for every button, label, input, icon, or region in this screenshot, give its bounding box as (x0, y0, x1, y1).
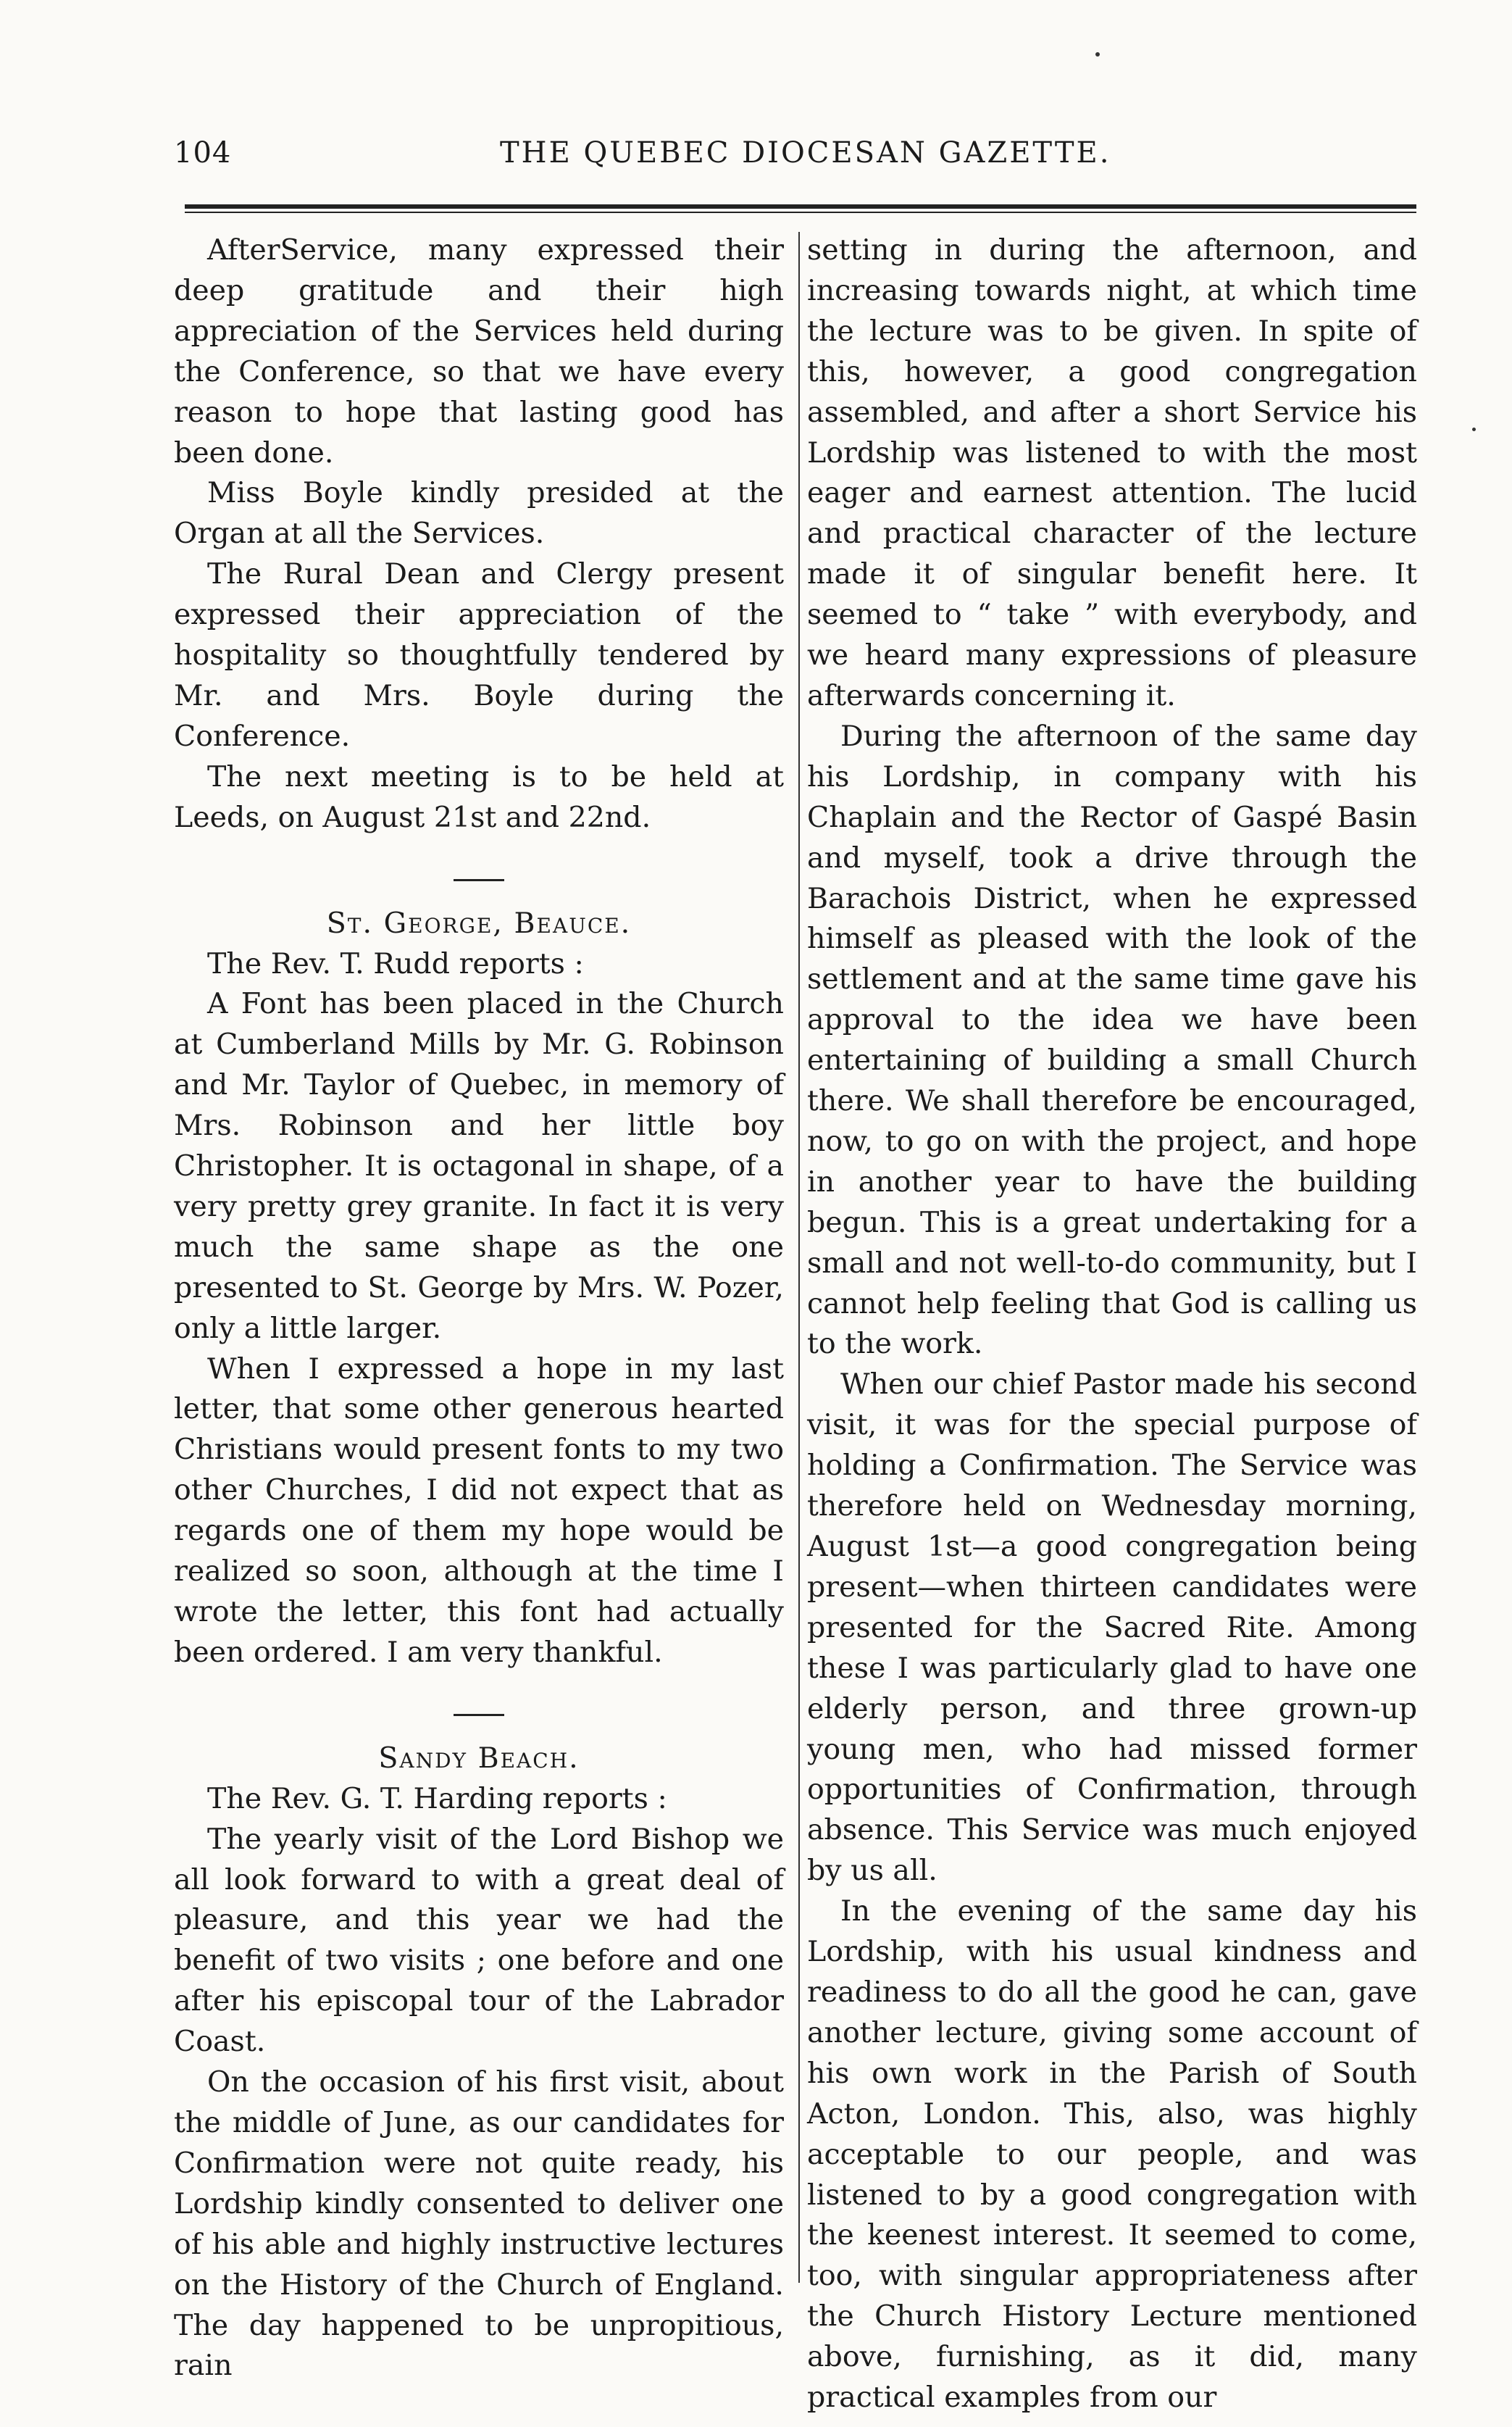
scan-speck (1095, 52, 1100, 57)
paragraph: The Rural Dean and Clergy present expressed their appreciation of the hospitality so thoughtfully tendered by Mr. and Mrs. Boyle during the Conference. (174, 557, 784, 753)
header-rule-thin (185, 212, 1416, 213)
section-separator (174, 1673, 784, 1739)
paragraph: In the evening of the same day his Lordship, with his usual kindness and readiness to do all the good he can, gave another lecture, giving some account of his own work in the Parish of South Acton, London. This, also, was highly acceptable to our people, and was listened to by a good congregation with the keenest interest. It seemed to come, too, with singular appropriateness after the Church History Lecture mentioned above, furnishing, as it did, many practical examples from our (807, 1894, 1417, 2415)
paragraph: The yearly visit of the Lord Bishop we all look forward to with a great deal of pleasure, and this year we had the benefit of two visits ; one before and one after his episcopal tour of the Labrador Coast. (174, 1822, 784, 2059)
section-heading-st-george-beauce: St. George, Beauce. (326, 906, 632, 940)
report-line: The Rev. T. Rudd reports : (207, 946, 584, 981)
paragraph: AfterService, many expressed their deep gratitude and their high appreciation of the Services held during the Conference, so that we have every reason to hope that lasting good has been done. (174, 233, 784, 470)
left-column (174, 230, 784, 2386)
paragraph: A Font has been placed in the Church at Cumberland Mills by Mr. G. Robinson and Mr. Taylor of Quebec, in memory of Mrs. Robinson and her little boy Christopher. It is octagonal in shape, of a very pretty grey granite. In fact it is very much the same shape as the one presented to St. George by Mrs. W. Pozer, only a little larger. (174, 987, 784, 1345)
page-header (174, 136, 1420, 187)
paragraph: Miss Boyle kindly presided at the Organ at all the Services. (174, 476, 784, 551)
page-number: 104 (174, 136, 232, 170)
paragraph: When our chief Pastor made his second visit, it was for the special purpose of holding a Confirmation. The Service was therefore held on Wednesday morning, August 1st—a good congregation being present—when thirteen candidates were presented for the Sacred Rite. Among these I was particularly glad to have one elderly person, and three grown-up young men, who had missed former opportunities of Confirmation, through absence. This Service was much enjoyed by us all. (807, 1367, 1417, 1888)
header-rule-thick (185, 204, 1416, 209)
right-column (807, 230, 1417, 2418)
scan-speck (1472, 428, 1476, 431)
report-line: The Rev. G. T. Harding reports : (207, 1781, 667, 1815)
paragraph: The next meeting is to be held at Leeds, on August 21st and 22nd. (174, 759, 784, 834)
section-separator (174, 838, 784, 904)
column-divider (798, 232, 800, 2283)
paragraph: During the afternoon of the same day his Lordship, in company with his Chaplain and the Rector of Gaspé Basin and myself, took a drive through the Barachois District, when he expressed himself as pleased with the look of the settlement and at the same time gave his approval to the idea we have been entertaining of building a small Church there. We shall therefore be encouraged, now, to go on with the project, and hope in another year to have the building begun. This is a great undertaking for a small and not well-to-do community, but I cannot help feeling that God is calling us to the work. (807, 719, 1417, 1361)
paragraph: When I expressed a hope in my last letter, that some other generous hearted Christians would present fonts to my two other Churches, I did not expect that as regards one of them my hope would be realized so soon, although at the time I wrote the letter, this font had actually been ordered. I am very thankful. (174, 1352, 784, 1669)
paragraph: On the occasion of his first visit, about the middle of June, as our candidates for Confirmation were not quite ready, his Lordship kindly consented to deliver one of his able and highly instructive lectures on the History of the Church of England. The day happened to be unpropitious, rain (174, 2065, 784, 2383)
paragraph: setting in during the afternoon, and increasing towards night, at which time the lecture was to be given. In spite of this, however, a good congregation assembled, and after a short Service his Lordship was listened to with the most eager and earnest attention. The lucid and practical character of the lecture made it of singular benefit here. It seemed to “ take ” with everybody, and we heard many expressions of pleasure afterwards concerning it. (807, 233, 1417, 712)
running-title: THE QUEBEC DIOCESAN GAZETTE. (500, 136, 1111, 170)
section-heading-sandy-beach: Sandy Beach. (378, 1741, 580, 1775)
